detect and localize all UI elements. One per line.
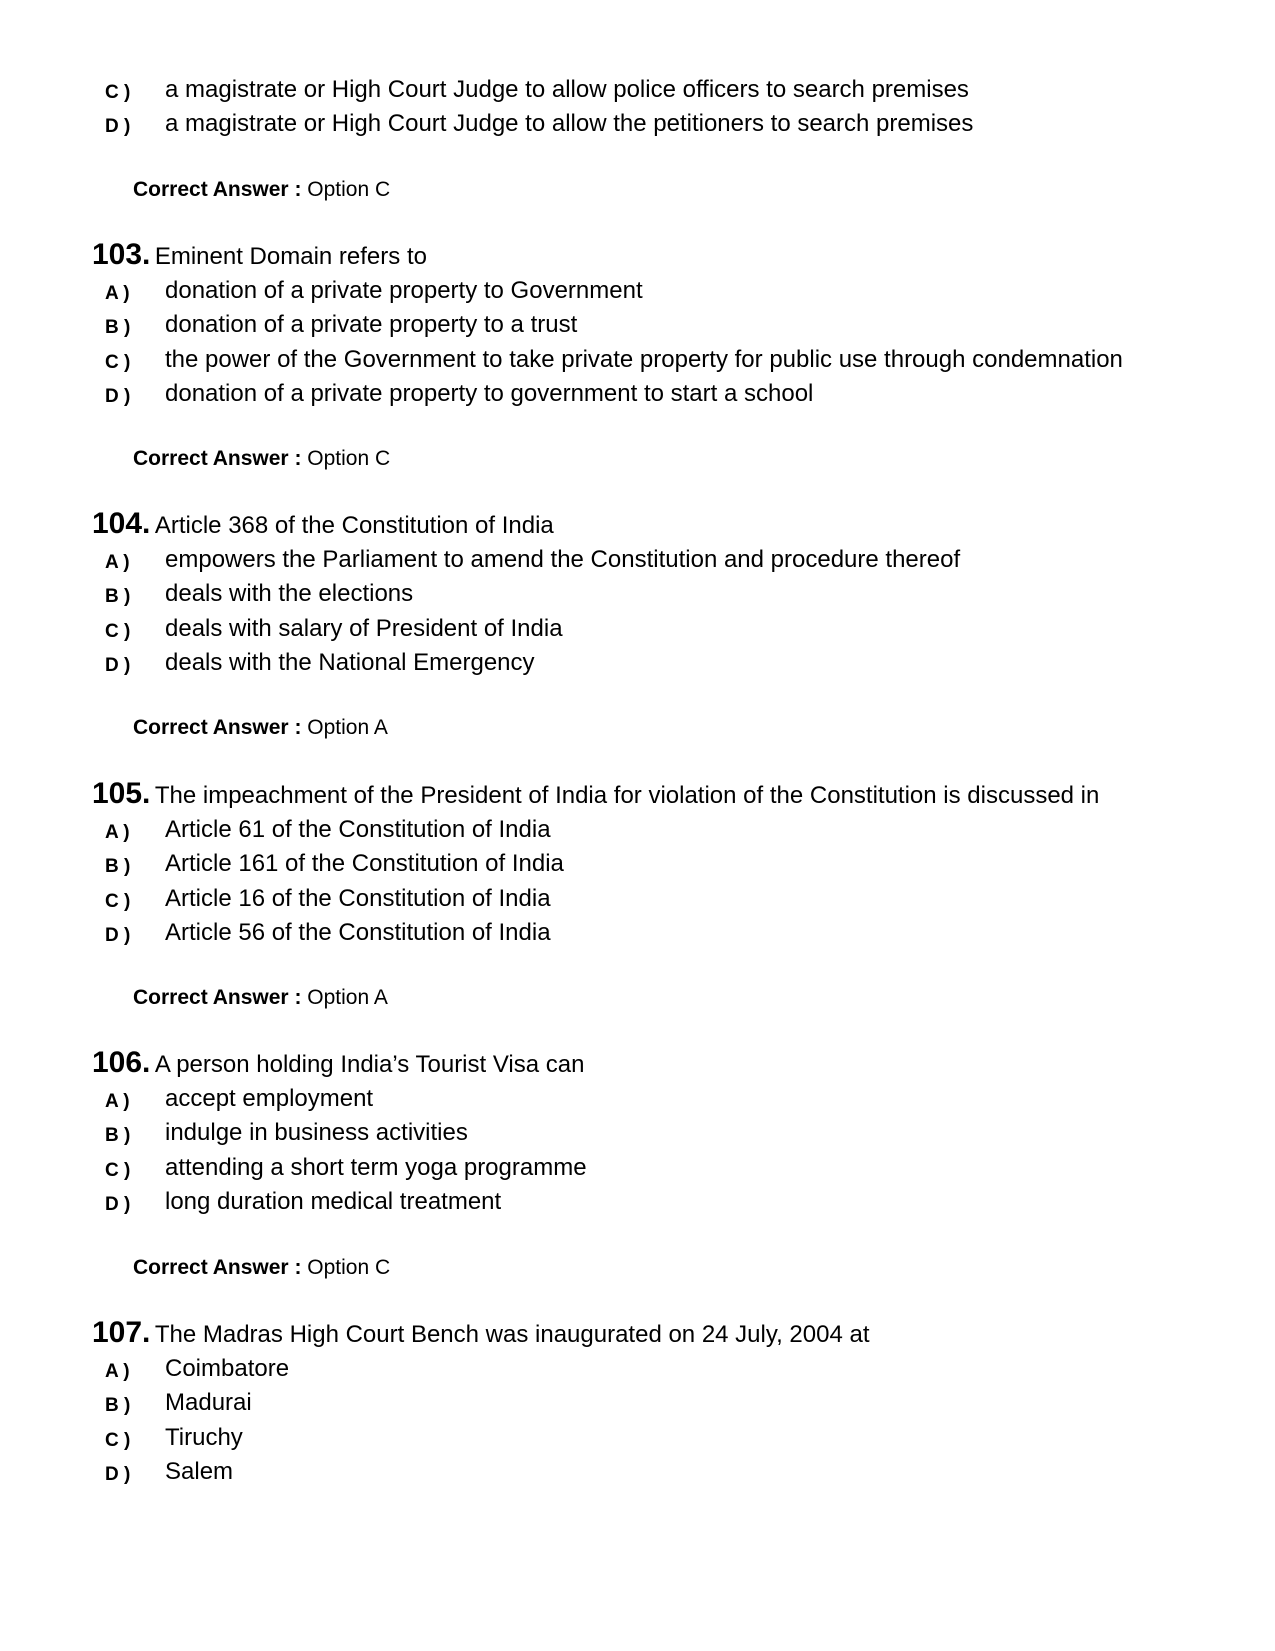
question-number: 106.	[92, 1046, 151, 1079]
option-letter: C )	[105, 621, 131, 642]
correct-answer-label: Correct Answer :	[133, 447, 302, 470]
q103-option-a	[0, 277, 1275, 307]
q104-option-b	[0, 580, 1275, 610]
q104-option-d	[0, 649, 1275, 679]
option-letter: D )	[105, 1194, 131, 1215]
option-text: Madurai	[165, 1389, 252, 1416]
q104-option-a	[0, 546, 1275, 576]
q107-option-a	[0, 1355, 1275, 1385]
option-letter: C )	[105, 891, 131, 912]
option-text: donation of a private property to a trust	[165, 311, 578, 338]
question-text: Eminent Domain refers to	[154, 243, 427, 270]
option-text: long duration medical treatment	[165, 1188, 502, 1215]
correct-answer-value: Option A	[307, 986, 388, 1009]
q106-option-a	[0, 1085, 1275, 1115]
option-letter: A )	[105, 283, 130, 304]
option-letter: C )	[105, 352, 131, 373]
option-letter: D )	[105, 925, 131, 946]
option-letter: C )	[105, 1430, 131, 1451]
option-letter: B )	[105, 1125, 131, 1146]
q105-option-b	[0, 850, 1275, 880]
question-text: A person holding India’s Tourist Visa can	[154, 1051, 585, 1078]
option-text: Coimbatore	[165, 1355, 290, 1382]
option-letter: D )	[105, 116, 131, 137]
option-letter: A )	[105, 1361, 130, 1382]
q104-option-c	[0, 615, 1275, 645]
question-text: Article 368 of the Constitution of India	[154, 512, 554, 539]
question-text: The impeachment of the President of India for violation of the Constitution is discussed in	[154, 782, 1100, 809]
option-text: Article 56 of the Constitution of India	[165, 919, 551, 946]
option-text: Article 161 of the Constitution of India	[165, 850, 564, 877]
option-letter: B )	[105, 856, 131, 877]
option-letter: B )	[105, 1395, 131, 1416]
option-text: a magistrate or High Court Judge to allow the petitioners to search premises	[165, 110, 974, 137]
q105-option-c	[0, 885, 1275, 915]
q106-option-c	[0, 1154, 1275, 1184]
option-text: indulge in business activities	[165, 1119, 468, 1146]
q102-option-c	[0, 76, 1275, 106]
q103-option-d	[0, 380, 1275, 410]
option-text: deals with the elections	[165, 580, 414, 607]
question-text: The Madras High Court Bench was inaugurated on 24 July, 2004 at	[154, 1321, 870, 1348]
q103-option-c	[0, 346, 1275, 376]
option-text: Article 61 of the Constitution of India	[165, 816, 551, 843]
option-text: attending a short term yoga programme	[165, 1154, 587, 1181]
q106-option-b	[0, 1119, 1275, 1149]
option-letter: A )	[105, 822, 130, 843]
option-letter: B )	[105, 317, 131, 338]
q105-heading	[92, 777, 1099, 811]
option-text: deals with the National Emergency	[165, 649, 535, 676]
correct-answer-label: Correct Answer :	[133, 1256, 302, 1279]
option-letter: C )	[105, 82, 131, 103]
q103-correct-answer	[133, 447, 390, 471]
question-number: 103.	[92, 238, 151, 271]
option-letter: A )	[105, 552, 130, 573]
option-text: donation of a private property to Government	[165, 277, 643, 304]
option-text: the power of the Government to take private property for public use through condemnation	[165, 346, 1123, 373]
correct-answer-value: Option C	[307, 447, 391, 470]
question-number: 107.	[92, 1316, 151, 1349]
option-text: accept employment	[165, 1085, 374, 1112]
option-letter: D )	[105, 386, 131, 407]
option-letter: D )	[105, 1464, 131, 1485]
option-text: donation of a private property to government to start a school	[165, 380, 814, 407]
question-number: 104.	[92, 507, 151, 540]
q105-option-a	[0, 816, 1275, 846]
option-letter: C )	[105, 1160, 131, 1181]
option-letter: A )	[105, 1091, 130, 1112]
option-letter: B )	[105, 586, 131, 607]
option-text: Tiruchy	[165, 1424, 243, 1451]
option-letter: D )	[105, 655, 131, 676]
correct-answer-label: Correct Answer :	[133, 986, 302, 1009]
correct-answer-label: Correct Answer :	[133, 178, 302, 201]
question-number: 105.	[92, 777, 151, 810]
option-text: empowers the Parliament to amend the Constitution and procedure thereof	[165, 546, 961, 573]
q102-correct-answer	[133, 178, 390, 202]
q104-heading	[92, 507, 554, 541]
correct-answer-value: Option A	[307, 716, 388, 739]
q107-option-c	[0, 1424, 1275, 1454]
q104-correct-answer	[133, 716, 388, 740]
option-text: a magistrate or High Court Judge to allow police officers to search premises	[165, 76, 969, 103]
correct-answer-label: Correct Answer :	[133, 716, 302, 739]
q105-option-d	[0, 919, 1275, 949]
q107-option-b	[0, 1389, 1275, 1419]
q106-option-d	[0, 1188, 1275, 1218]
q107-heading	[92, 1316, 870, 1350]
q102-option-d	[0, 110, 1275, 140]
q106-correct-answer	[133, 1256, 390, 1280]
option-text: Article 16 of the Constitution of India	[165, 885, 551, 912]
option-text: Salem	[165, 1458, 234, 1485]
q107-option-d	[0, 1458, 1275, 1488]
q103-option-b	[0, 311, 1275, 341]
q103-heading	[92, 238, 427, 272]
correct-answer-value: Option C	[307, 1256, 391, 1279]
correct-answer-value: Option C	[307, 178, 391, 201]
option-text: deals with salary of President of India	[165, 615, 563, 642]
q105-correct-answer	[133, 986, 388, 1010]
q106-heading	[92, 1046, 584, 1080]
